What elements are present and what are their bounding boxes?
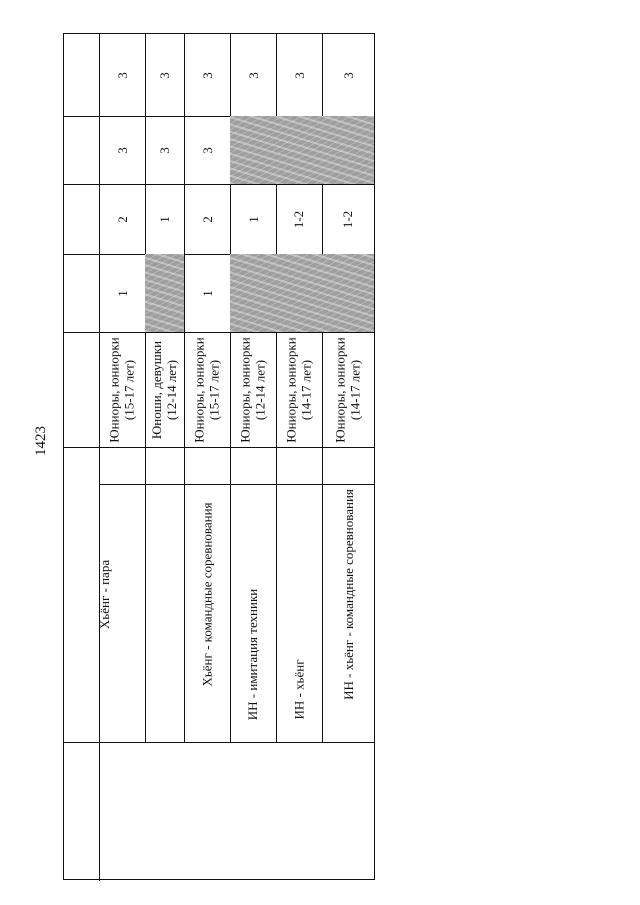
requirements-table <box>63 33 375 880</box>
age-group: Юноши, девушки <box>149 340 165 439</box>
shaded-cell <box>145 254 184 332</box>
shaded-cell <box>230 254 374 332</box>
age-range: (12-14 лет) <box>253 359 269 420</box>
shaded-cell <box>230 116 374 184</box>
value-cell: 1 <box>199 289 215 297</box>
page-number: 1423 <box>33 426 49 456</box>
value-cell: 3 <box>199 71 215 79</box>
age-group: Юниоры, юниорки <box>284 336 300 443</box>
value-cell: 3 <box>157 71 172 79</box>
value-cell: 3 <box>114 71 130 79</box>
value-cell: 1 <box>245 215 261 223</box>
value-cell: 3 <box>157 146 172 154</box>
age-range: (14-17 лет) <box>348 359 364 420</box>
age-group: Юниоры, юниорки <box>107 336 123 443</box>
discipline-label: ИН - имитация техники <box>245 588 261 721</box>
age-range: (14-17 лет) <box>299 359 315 420</box>
discipline-label: ИН - хьёнг <box>291 659 307 720</box>
value-cell: 3 <box>340 71 356 79</box>
age-group: Юниоры, юниорки <box>333 336 349 443</box>
discipline-label: Хьёнг - командные соревнования <box>199 502 215 687</box>
value-cell: 1-2 <box>291 210 307 228</box>
discipline-label: ИН - хьёнг - командные соревнования <box>340 489 356 700</box>
age-range: (12-14 лет) <box>164 359 180 420</box>
value-cell: 1-2 <box>340 210 356 228</box>
value-cell: 1 <box>114 289 130 297</box>
value-cell: 3 <box>199 146 215 154</box>
age-group: Юниоры, юниорки <box>238 336 254 443</box>
value-cell: 3 <box>245 71 261 79</box>
value-cell: 1 <box>157 215 172 223</box>
value-cell: 2 <box>199 215 215 223</box>
value-cell: 3 <box>291 71 307 79</box>
discipline-label: Хьёнг - пара <box>96 559 112 630</box>
age-range: (15-17 лет) <box>207 359 223 420</box>
age-range: (15-17 лет) <box>122 359 138 420</box>
value-cell: 3 <box>114 146 130 154</box>
value-cell: 2 <box>114 215 130 223</box>
age-group: Юниоры, юниорки <box>192 336 208 443</box>
